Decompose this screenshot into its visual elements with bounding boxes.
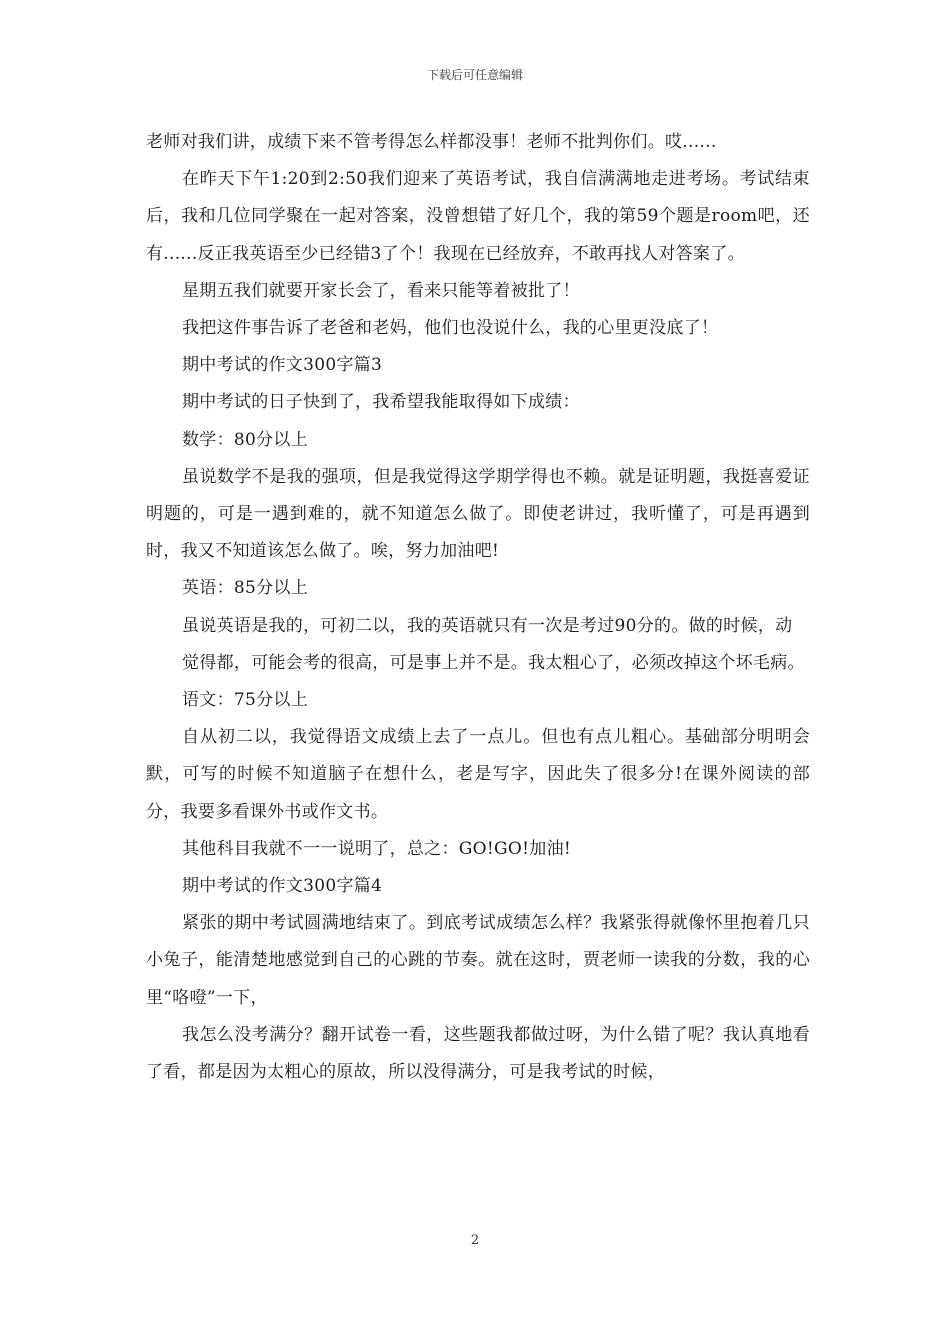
subject-goal: 数学：80分以上 (182, 429, 309, 450)
page-number: 2 (470, 1233, 480, 1248)
subject-goal: 英语：85分以上 (182, 578, 309, 599)
paragraph: 期中考试的日子快到了，我希望我能取得如下成绩： (182, 392, 580, 413)
paragraph: 我把这件事告诉了老爸和老妈，他们也没说什么，我的心里更没底了！ (182, 318, 719, 339)
paragraph: 紧张的期中考试圆满地结束了。到底考试成绩怎么样？我紧张得就像怀里抱着几只小兔子，能清楚地感觉到自己的心跳的节奏。就在这时，贾老师一读我的分数，我的心里“咯噔”一下， (146, 913, 810, 1008)
paragraph: 在昨天下午1:20到2:50我们迎来了英语考试，我自信满满地走进考场。考试结束后，我和几位同学聚在一起对答案，没曾想错了好几个，我的第59个题是room吧，还有......反正我英语至少已经错3了个！我现在已经放弃，不敢再找人对答案了。 (146, 169, 810, 264)
subject-goal: 语文：75分以上 (182, 690, 309, 711)
paragraph: 觉得都，可能会考的很高，可是事上并不是。我太粗心了，必须改掉这个坏毛病。 (182, 652, 805, 673)
section-heading: 期中考试的作文300字篇3 (182, 355, 383, 376)
paragraph: 老师对我们讲，成绩下来不管考得怎么样都没事！老师不批判你们。哎...... (146, 132, 717, 152)
paragraph: 其他科目我就不一一说明了，总之：GO!GO!加油! (182, 838, 572, 859)
paragraph: 星期五我们就要开家长会了，看来只能等着被批了！ (182, 280, 580, 301)
paragraph: 自从初二以，我觉得语文成绩上去了一点儿。但也有点儿粗心。基础部分明明会默，可写的时候不知道脑子在想什么，老是写字，因此失了很多分!在课外阅读的部分，我要多看课外书或作文书。 (146, 727, 810, 822)
paragraph: 虽说英语是我的，可初二以，我的英语就只有一次是考过90分的。做的时候，动 (182, 615, 793, 636)
page-header: 下载后可任意编辑 (426, 68, 523, 82)
section-heading: 期中考试的作文300字篇4 (182, 876, 383, 897)
document-body (146, 124, 810, 1091)
paragraph: 虽说数学不是我的强项，但是我觉得这学期学得也不赖。就是证明题，我挺喜爱证明题的，可是一遇到难的，就不知道怎么做了。即使老讲过，我听懂了，可是再遇到时，我又不知道该怎么做了。唉，努力加油吧! (146, 466, 810, 562)
paragraph: 我怎么没考满分？翻开试卷一看，这些题我都做过呀，为什么错了呢？我认真地看了看，都是因为太粗心的原故，所以没得满分，可是我考试的时候， (146, 1024, 810, 1083)
